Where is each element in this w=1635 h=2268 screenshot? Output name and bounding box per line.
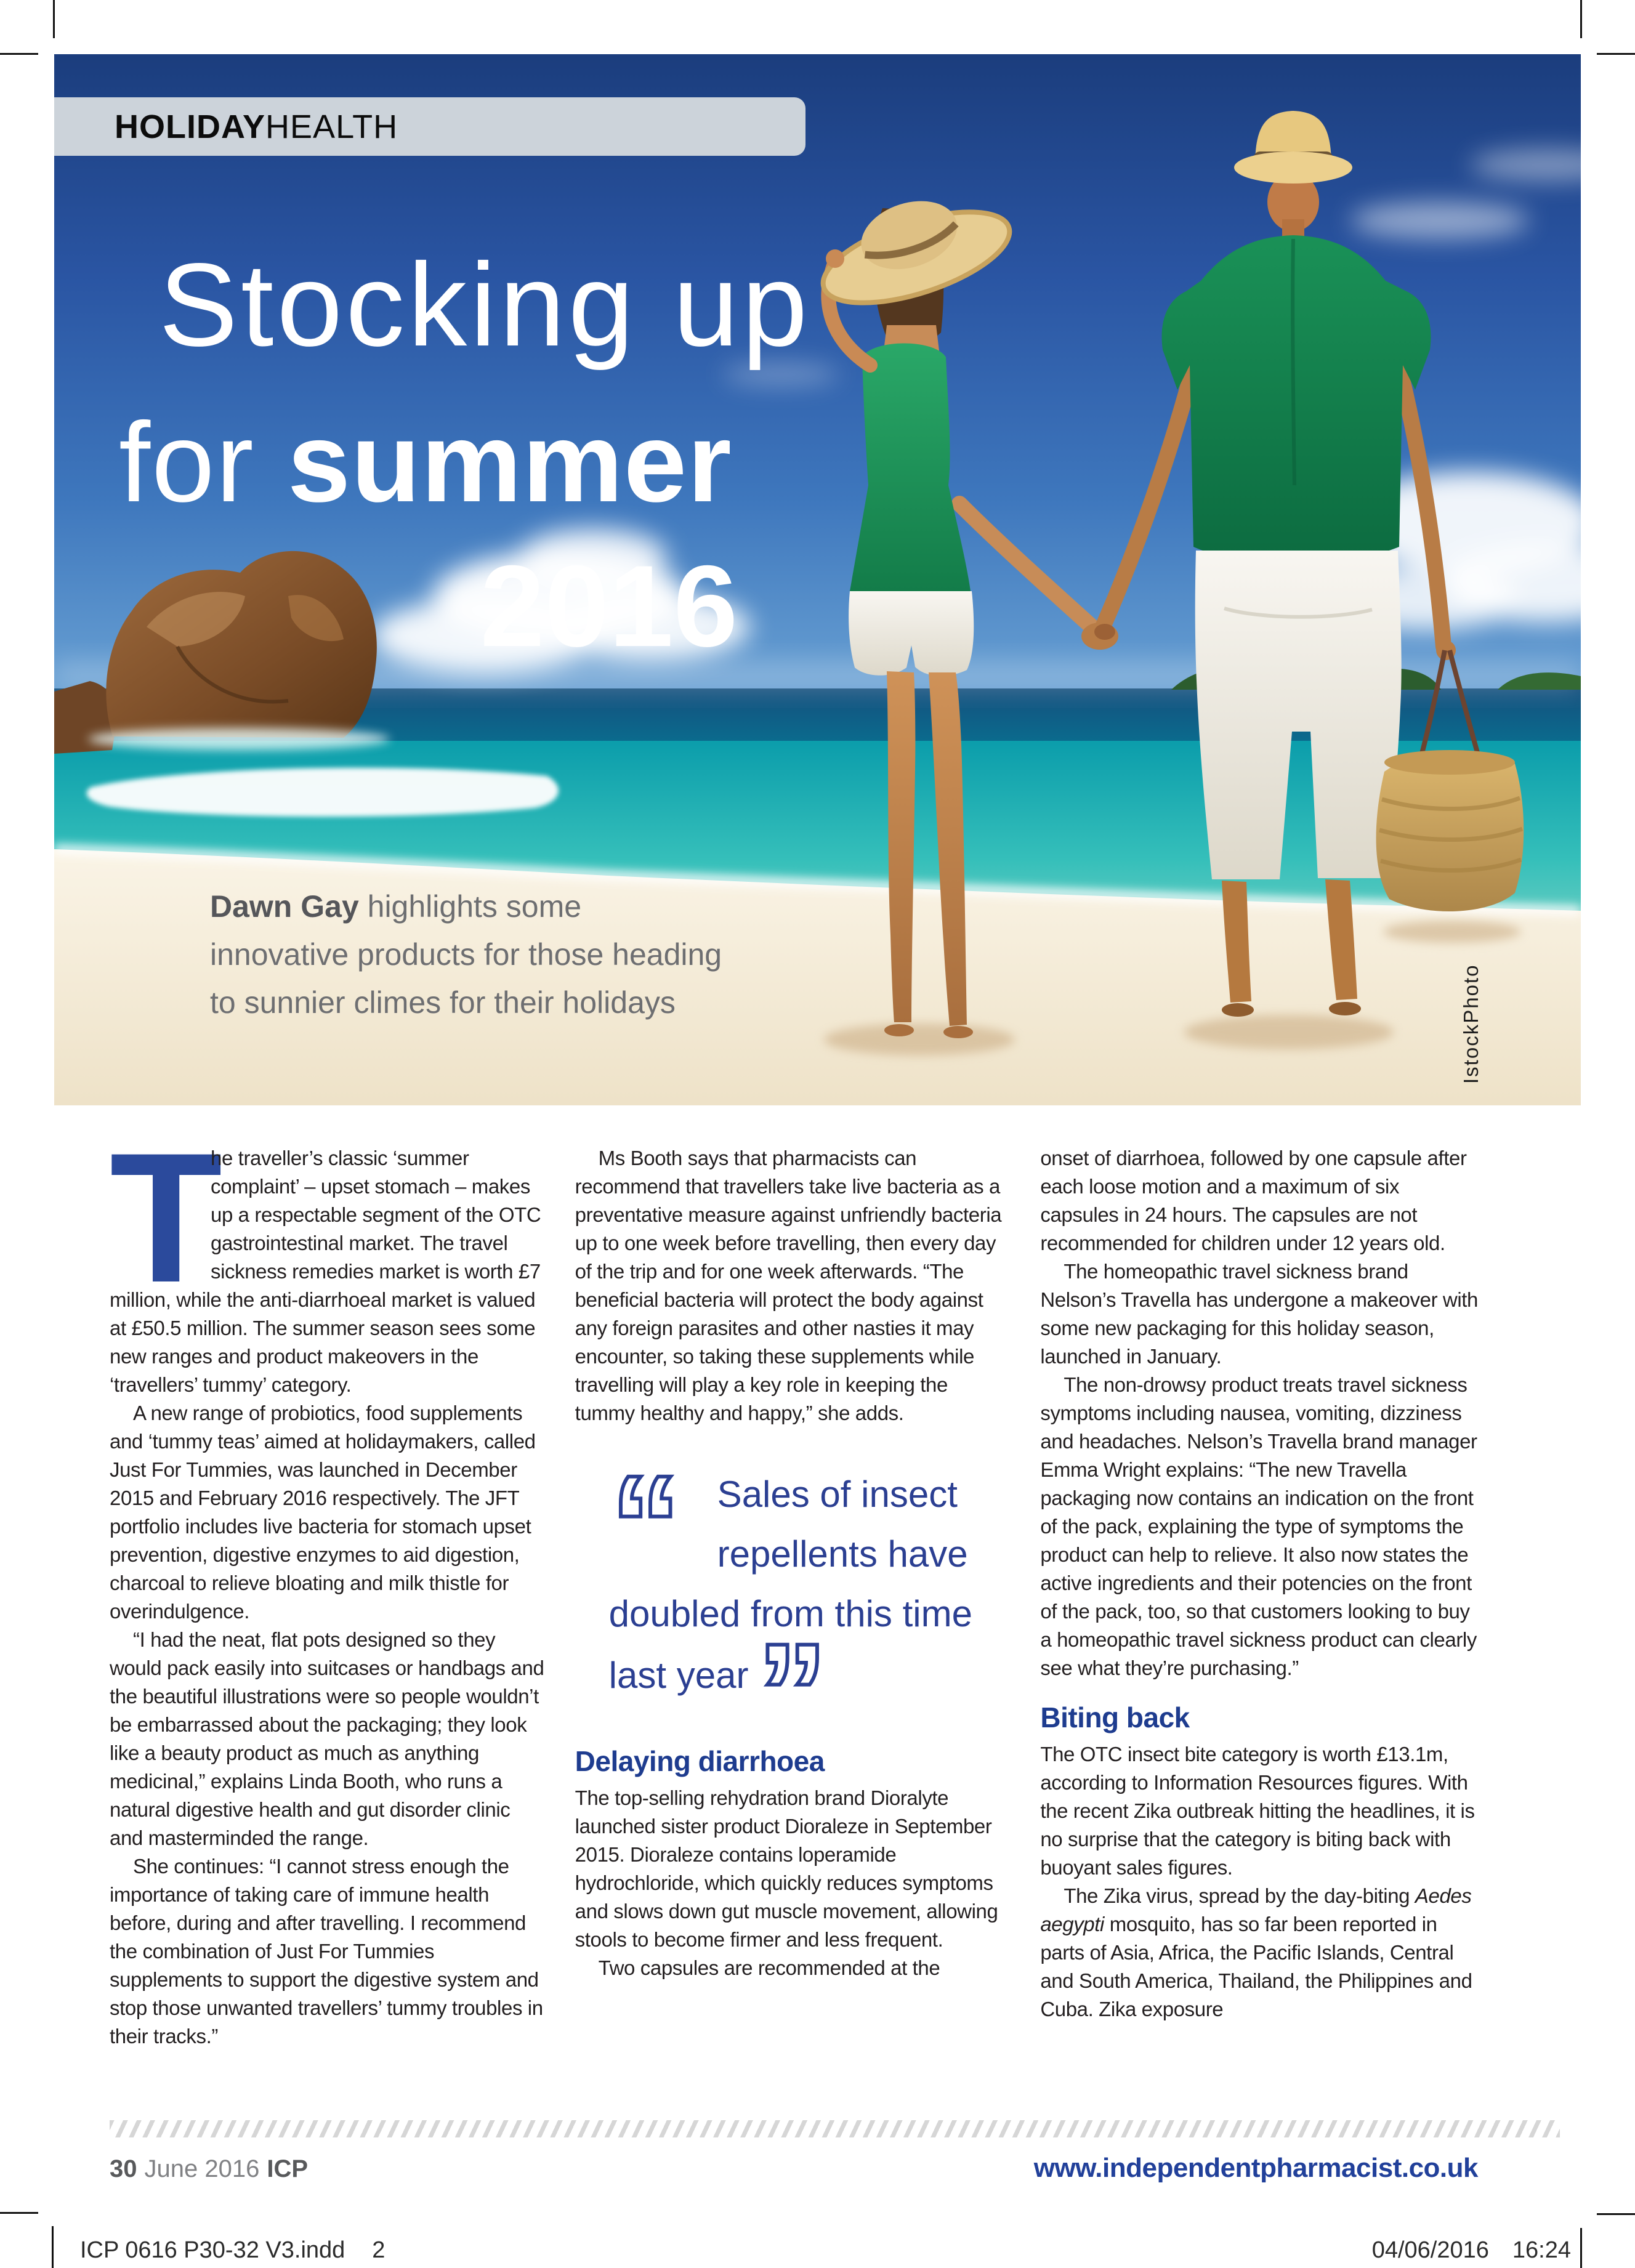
crop-mark-top-left-v xyxy=(53,0,55,38)
hero-photo xyxy=(54,54,1581,1105)
paragraph: The non-drowsy product treats travel sickness symptoms including nausea, vomiting, dizziness and headaches. Nelson’s Travella brand manager Emma Wright explains: “The new Travella packaging now contains an indication on the front of the pack, explaining the type of symptoms the product can help to relieve. It also now states the active ingredients and their potencies on the front of the pack, too, so that customers looking to buy a homeopathic travel sickness product can clearly see what they’re purchasing.” xyxy=(1040,1373,1477,1679)
page-title-line2 xyxy=(119,397,732,527)
byline-text: highlights some innovative products for those heading to sunnier climes for their holidays xyxy=(210,889,722,1020)
paragraph: Ms Booth says that pharmacists can recommend that travellers take live bacteria as a preventative measure against unfriendly bacteria up to one week before travelling, then every day of the trip and for one week afterwards. “The beneficial bacteria will protect the body against any foreign parasites and other nasties it may encounter, so taking these supplements while travelling will play a key role in keeping the tummy healthy and happy,” she adds. xyxy=(575,1147,1002,1424)
paragraph-text: mosquito, has so far been reported in parts of Asia, Africa, the Pacific Islands, Central and South America, Thailand, the Philippines and Cuba. Zika exposure xyxy=(1040,1913,1472,2020)
slug-timestamp xyxy=(1372,2237,1571,2264)
section-tag-regular: HEALTH xyxy=(265,108,398,145)
prepress-slug xyxy=(80,2237,1571,2264)
close-quote-icon xyxy=(757,1614,849,1772)
footer-website: www.independentpharmacist.co.uk xyxy=(1033,2153,1478,2183)
page-number: 30 xyxy=(110,2155,137,2182)
paragraph-text: he traveller’s classic ‘summer complaint’ – upset stomach – makes up a respectable segment of the OTC gastrointestinal market. The travel sickness remedies market is worth £7 million, while the anti-diarrhoeal market is valued at £50.5 million. The summer season sees some new ranges and product makeovers in the ‘travellers’ tummy’ category. xyxy=(110,1147,541,1396)
crop-mark-bottom-left-v xyxy=(52,2226,54,2268)
svg-text:“: “ xyxy=(610,1446,681,1604)
slug-file: ICP 0616 P30-32 V3.indd xyxy=(80,2237,345,2263)
paragraph xyxy=(110,1114,547,1399)
slug-date: 04/06/2016 xyxy=(1371,2237,1489,2263)
page-title-line1: Stocking up xyxy=(159,238,811,371)
paragraph-text: The Zika virus, spread by the day-biting xyxy=(1064,1884,1415,1907)
crop-mark-bottom-left-h xyxy=(0,2212,38,2214)
article-column-2 xyxy=(575,1144,1013,2120)
page-footer xyxy=(110,2153,1478,2184)
article-column-3 xyxy=(1040,1144,1478,2120)
paragraph: The OTC insect bite category is worth £13.1m, according to Information Resources figures. With the recent Zika outbreak hitting the headlines, it is no surprise that the category is biting back with buoyant sales figures. xyxy=(1040,1743,1475,1879)
slug-sheet-number: 2 xyxy=(372,2237,386,2263)
paragraph: “I had the neat, flat pots designed so they would pack easily into suitcases or handbags and the beautiful illustrations were so people wouldn’t be embarrassed about the packaging; they look like a beauty product as much as anything medicinal,” explains Linda Booth, who runs a natural digestive health and gut disorder clinic and masterminded the range. xyxy=(110,1628,544,1849)
paragraph: A new range of probiotics, food supplements and ‘tummy teas’ aimed at holidaymakers, called Just For Tummies, was launched in December 2015 and February 2016 respectively. The JFT portfolio includes live bacteria for stomach upset prevention, digestive enzymes to aid digestion, charcoal to relieve bloating and milk thistle for overindulgence. xyxy=(110,1402,536,1623)
photo-credit: IstockPhoto xyxy=(1459,964,1482,1084)
slug-time: 16:24 xyxy=(1512,2237,1571,2263)
species-name-italic: Aedes aegypti xyxy=(1040,1884,1472,1935)
paragraph: onset of diarrhoea, followed by one capsule after each loose motion and a maximum of six capsules in 24 hours. The capsules are not recommended for children under 12 years old. xyxy=(1040,1147,1467,1254)
svg-text:”: ” xyxy=(757,1614,828,1772)
paragraph: The homeopathic travel sickness brand Nelson’s Travella has undergone a makeover with some new packaging for this holiday season, launched in January. xyxy=(1040,1260,1479,1368)
section-tag-bold: HOLIDAY xyxy=(115,108,266,145)
paragraph: She continues: “I cannot stress enough the importance of taking care of immune health before, during and after travelling. I recommend the combination of Just For Tummies supplements to support the digestive system and stop those unwanted travellers’ tummy troubles in their tracks.” xyxy=(110,1855,543,2048)
subheading-delaying-diarrhoea: Delaying diarrhoea xyxy=(575,1745,825,1777)
byline-author: Dawn Gay xyxy=(210,889,359,924)
paragraph xyxy=(1040,1882,1478,2024)
pull-quote-text: Sales of insect repellents have doubled from this time last year xyxy=(608,1474,972,1696)
byline xyxy=(210,882,727,1027)
issue-date: June 2016 xyxy=(144,2155,260,2182)
crop-mark-top-left-h xyxy=(0,53,38,55)
crop-mark-top-right-v xyxy=(1580,0,1582,38)
title-summer: summer xyxy=(287,398,732,525)
footer-folio xyxy=(110,2155,308,2183)
slug-filename xyxy=(80,2237,385,2264)
open-quote-icon xyxy=(609,1446,708,1604)
article-body xyxy=(110,1114,1479,2120)
magazine-brand: ICP xyxy=(267,2155,309,2182)
subheading-biting-back: Biting back xyxy=(1040,1701,1190,1733)
article-column-1 xyxy=(110,1114,547,2120)
crop-mark-bottom-right-h xyxy=(1597,2213,1635,2215)
drop-cap: T xyxy=(110,1114,222,1321)
title-for: for xyxy=(119,398,288,525)
paragraph: Two capsules are recommended at the xyxy=(598,1956,940,1979)
crop-mark-top-right-h xyxy=(1597,53,1635,55)
section-tag xyxy=(54,97,805,156)
page-title-line3: 2016 xyxy=(480,541,738,671)
hatch-divider xyxy=(110,2120,1560,2137)
paragraph: The top-selling rehydration brand Dioralyte launched sister product Dioraleze in September 2015. Dioraleze contains loperamide hydrochloride, which quickly reduces symptoms and slows down gut muscle movement, allowing stools to become firmer and less frequent. xyxy=(575,1786,998,1951)
